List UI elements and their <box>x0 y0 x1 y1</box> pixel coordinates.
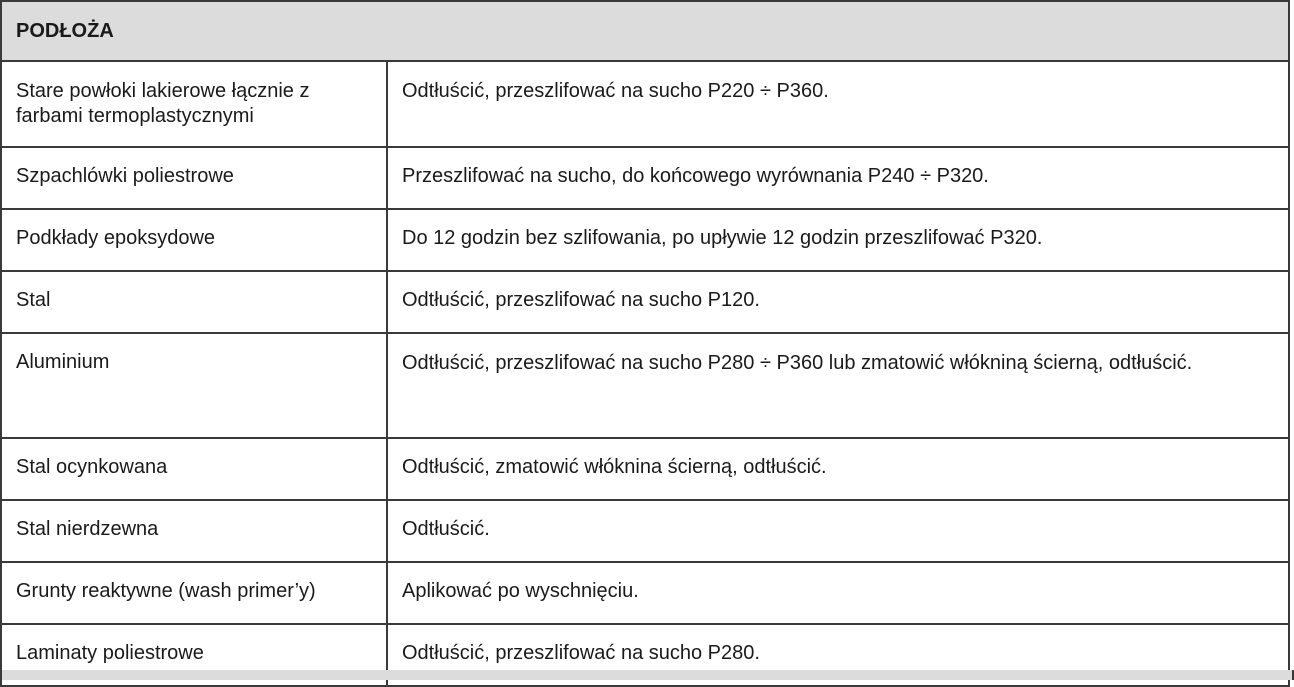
preparation-cell: Odtłuścić, przeszlifować na sucho P120. <box>387 271 1289 333</box>
preparation-cell: Aplikować po wyschnięciu. <box>387 562 1289 624</box>
substrate-cell: Aluminium <box>1 333 387 438</box>
preparation-cell: Odtłuścić. <box>387 500 1289 562</box>
table-header-title: PODŁOŻA <box>1 1 1289 61</box>
substrate-cell: Grunty reaktywne (wash primer’y) <box>1 562 387 624</box>
preparation-cell: Do 12 godzin bez szlifowania, po upływie 12 godzin przeszlifować P320. <box>387 209 1289 271</box>
table-row <box>1 333 1289 438</box>
table-row <box>1 61 1289 147</box>
preparation-cell: Odtłuścić, przeszlifować na sucho P220 ÷ P360. <box>387 61 1289 147</box>
substrate-cell: Stal <box>1 271 387 333</box>
preparation-cell: Odtłuścić, przeszlifować na sucho P280 ÷ P360 lub zmatowić włókniną ścierną, odtłuścić. <box>387 333 1289 438</box>
table-row <box>1 562 1289 624</box>
table-row <box>1 147 1289 209</box>
table-row <box>1 209 1289 271</box>
substrate-cell: Szpachlówki poliestrowe <box>1 147 387 209</box>
preparation-cell: Odtłuścić, przeszlifować na sucho P280. <box>387 624 1289 686</box>
table-row <box>1 271 1289 333</box>
table-header-row <box>1 1 1289 61</box>
substrate-cell: Stal nierdzewna <box>1 500 387 562</box>
substrate-cell: Stal ocynkowana <box>1 438 387 500</box>
table-row <box>1 438 1289 500</box>
substrate-cell: Stare powłoki lakierowe łącznie z farbami termoplastycznymi <box>1 61 387 147</box>
preparation-cell: Przeszlifować na sucho, do końcowego wyrównania P240 ÷ P320. <box>387 147 1289 209</box>
table-row <box>1 500 1289 562</box>
substrate-cell: Laminaty poliestrowe <box>1 624 387 686</box>
preparation-cell: Odtłuścić, zmatowić włóknina ścierną, odtłuścić. <box>387 438 1289 500</box>
substrate-cell: Podkłady epoksydowe <box>1 209 387 271</box>
next-section-header-strip <box>0 670 1294 680</box>
